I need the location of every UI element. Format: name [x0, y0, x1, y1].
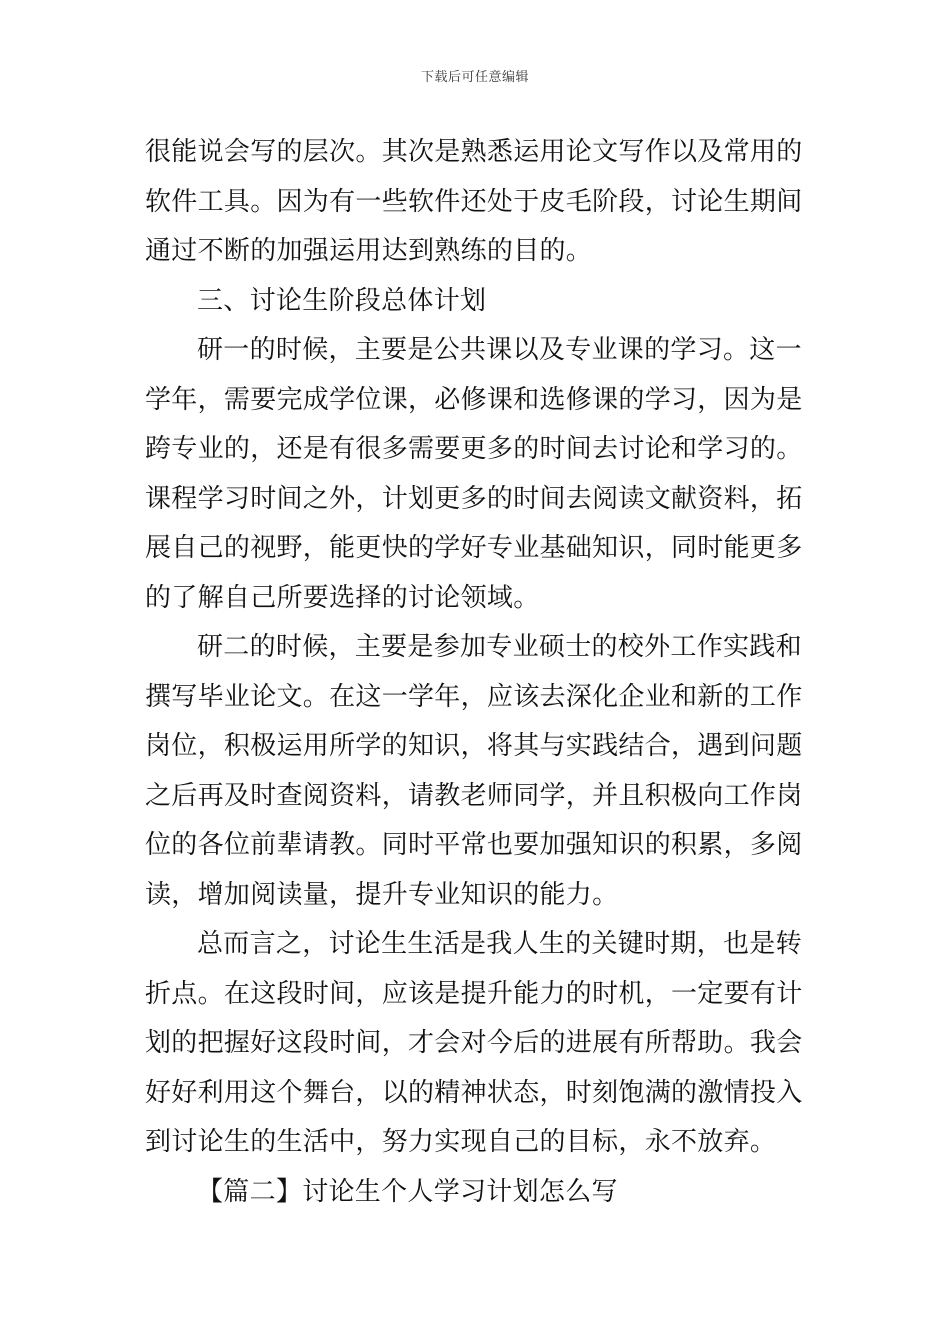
- paragraph-first-line: 研一的时候，主要是公共课以及专业课的学习。这一: [197, 335, 802, 365]
- body-line: 软件工具。因为有一些软件还处于皮毛阶段，讨论生期间: [145, 186, 803, 217]
- section-heading: 三、讨论生阶段总体计划: [197, 285, 487, 316]
- body-line: 很能说会写的层次。其次是熟悉运用论文写作以及常用的: [145, 137, 803, 167]
- body-line: 岗位，积极运用所学的知识，将其与实践结合，遇到问题: [145, 731, 803, 761]
- body-line: 的了解自己所要选择的讨论领域。: [145, 582, 540, 613]
- document-body: [145, 128, 809, 1217]
- body-line: 撰写毕业论文。在这一学年，应该去深化企业和新的工作: [145, 681, 803, 712]
- body-line: 位的各位前辈请教。同时平常也要加强知识的积累，多阅: [145, 830, 803, 860]
- body-line: 学年，需要完成学位课，必修课和选修课的学习，因为是: [145, 384, 803, 415]
- body-line: 好好利用这个舞台，以的精神状态，时刻饱满的激情投入: [145, 1077, 803, 1108]
- body-line: 折点。在这段时间，应该是提升能力的时机，一定要有计: [145, 978, 803, 1009]
- body-line: 跨专业的，还是有很多需要更多的时间去讨论和学习的。: [145, 434, 803, 464]
- body-line: 之后再及时查阅资料，请教老师同学，并且积极向工作岗: [145, 780, 803, 811]
- body-line: 到讨论生的生活中，努力实现自己的目标，永不放弃。: [145, 1127, 777, 1157]
- chapter-title: 【篇二】讨论生个人学习计划怎么写: [197, 1176, 618, 1207]
- body-line: 读，增加阅读量，提升专业知识的能力。: [145, 879, 619, 910]
- body-line: 课程学习时间之外，计划更多的时间去阅读文献资料，拓: [145, 483, 803, 514]
- paragraph-first-line: 总而言之，讨论生生活是我人生的关键时期，也是转: [197, 929, 802, 959]
- body-line: 划的把握好这段时间，才会对今后的进展有所帮助。我会: [145, 1028, 803, 1058]
- page-header: 下载后可任意编辑: [420, 70, 529, 85]
- body-line: 通过不断的加强运用达到熟练的目的。: [145, 236, 593, 266]
- paragraph-first-line: 研二的时候，主要是参加专业硕士的校外工作实践和: [197, 632, 802, 662]
- body-line: 展自己的视野，能更快的学好专业基础知识，同时能更多: [145, 533, 803, 563]
